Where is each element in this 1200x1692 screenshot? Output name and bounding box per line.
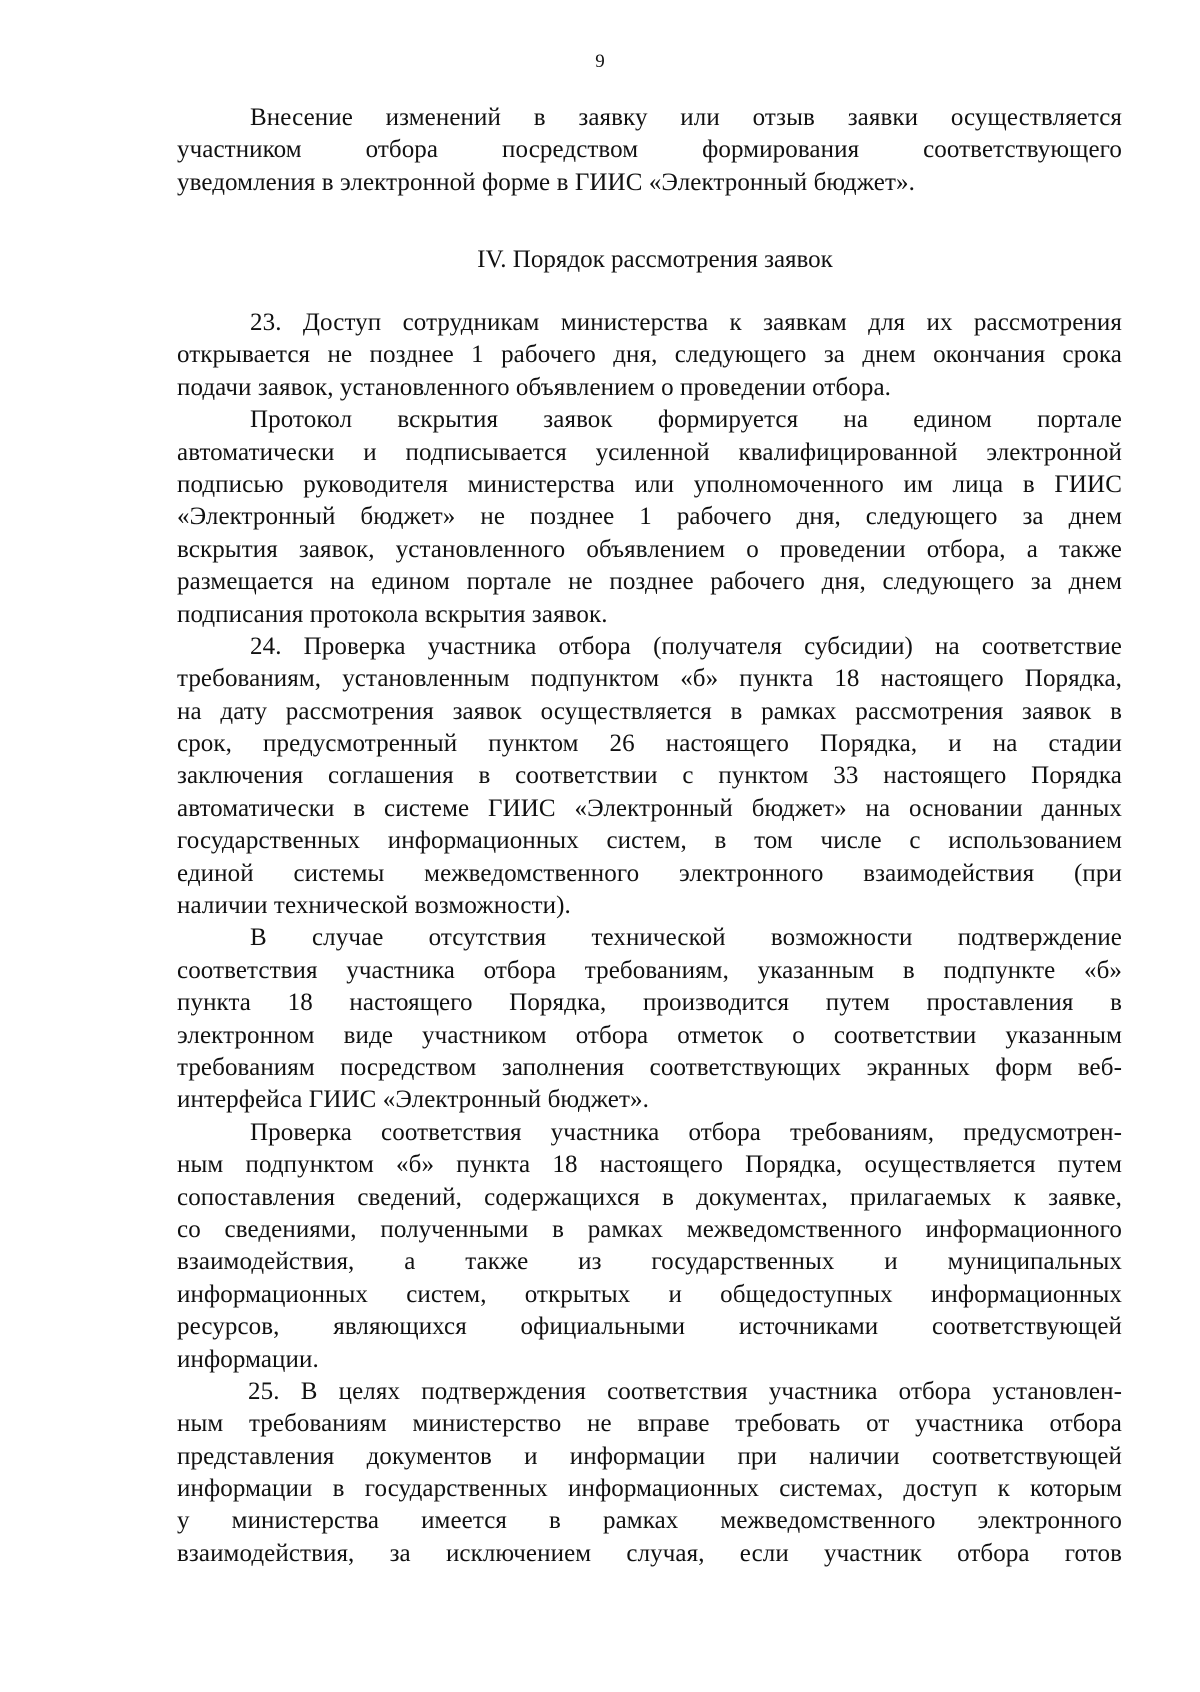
text-line: 24. Проверка участника отбора (получателя субсидии) на соответствие <box>250 632 1122 660</box>
text-line: государственных информационных систем, в том числе с использованием <box>177 827 1122 855</box>
text-line: ресурсов, являющихся официальными источниками соответствующей <box>177 1313 1122 1341</box>
text-line: наличии технической возможности). <box>177 892 571 920</box>
text-line: подачи заявок, установленного объявлением о проведении отбора. <box>177 373 892 401</box>
text-line: информации в государственных информационных системах, доступ к которым <box>177 1475 1122 1503</box>
text-line: интерфейса ГИИС «Электронный бюджет». <box>177 1086 649 1114</box>
text-line: со сведениями, полученными в рамках межведомственного информационного <box>177 1215 1122 1243</box>
text-line: срок, предусмотренный пунктом 26 настоящего Порядка, и на стадии <box>177 730 1122 758</box>
text-line: единой системы межведомственного электронного взаимодействия (при <box>177 859 1122 887</box>
text-line: Проверка соответствия участника отбора требованиям, предусмотрен- <box>250 1118 1122 1146</box>
text-line: ным требованиям министерство не вправе требовать от участника отбора <box>177 1410 1122 1438</box>
text-line: размещается на едином портале не позднее рабочего дня, следующего за днем <box>177 568 1122 596</box>
text-line: на дату рассмотрения заявок осуществляется в рамках рассмотрения заявок в <box>177 697 1122 725</box>
section-heading: IV. Порядок рассмотрения заявок <box>477 246 833 273</box>
text-line: сопоставления сведений, содержащихся в документах, прилагаемых к заявке, <box>177 1183 1122 1211</box>
text-line: открывается не позднее 1 рабочего дня, следующего за днем окончания срока <box>177 341 1122 369</box>
text-line: требованиям посредством заполнения соответствующих экранных форм веб- <box>177 1053 1122 1081</box>
section-body <box>177 307 1122 1570</box>
text-line: представления документов и информации при наличии соответствующей <box>177 1442 1122 1470</box>
text-line: электронном виде участником отбора отметок о соответствии указанным <box>177 1021 1122 1049</box>
text-line: заключения соглашения в соответствии с пунктом 33 настоящего Порядка <box>177 762 1122 790</box>
text-line: информации. <box>177 1345 319 1373</box>
text-line: уведомления в электронной форме в ГИИС «Электронный бюджет». <box>177 168 915 196</box>
text-line: Протокол вскрытия заявок формируется на едином портале <box>250 406 1122 434</box>
text-line: требованиям, установленным подпунктом «б» пункта 18 настоящего Порядка, <box>177 665 1122 693</box>
text-line: пункта 18 настоящего Порядка, производится путем проставления в <box>177 989 1122 1017</box>
text-line: В случае отсутствия технической возможности подтверждение <box>250 924 1122 952</box>
text-line: подписью руководителя министерства или уполномоченного им лица в ГИИС <box>177 470 1122 498</box>
page-number: 9 <box>595 51 605 72</box>
text-line: 25. В целях подтверждения соответствия участника отбора установлен- <box>248 1377 1122 1405</box>
text-line: информационных систем, открытых и общедоступных информационных <box>177 1280 1122 1308</box>
text-line: 23. Доступ сотрудникам министерства к заявкам для их рассмотрения <box>250 309 1122 336</box>
paragraph-amendment <box>177 102 1122 199</box>
text-line: взаимодействия, за исключением случая, если участник отбора готов <box>177 1539 1122 1567</box>
text-line: соответствия участника отбора требованиям, указанным в подпункте «б» <box>177 956 1122 984</box>
text-line: подписания протокола вскрытия заявок. <box>177 600 608 628</box>
text-line: Внесение изменений в заявку или отзыв заявки осуществляется <box>250 104 1122 131</box>
text-line: у министерства имеется в рамках межведомственного электронного <box>177 1507 1122 1535</box>
text-line: ным подпунктом «б» пункта 18 настоящего Порядка, осуществляется путем <box>177 1151 1122 1179</box>
text-line: «Электронный бюджет» не позднее 1 рабочего дня, следующего за днем <box>177 503 1122 531</box>
text-line: автоматически в системе ГИИС «Электронный бюджет» на основании данных <box>177 794 1122 822</box>
text-line: взаимодействия, а также из государственных и муниципальных <box>177 1248 1122 1276</box>
text-line: автоматически и подписывается усиленной квалифицированной электронной <box>177 438 1122 466</box>
text-line: вскрытия заявок, установленного объявлением о проведении отбора, а также <box>177 535 1122 563</box>
text-line: участником отбора посредством формирования соответствующего <box>177 136 1122 164</box>
